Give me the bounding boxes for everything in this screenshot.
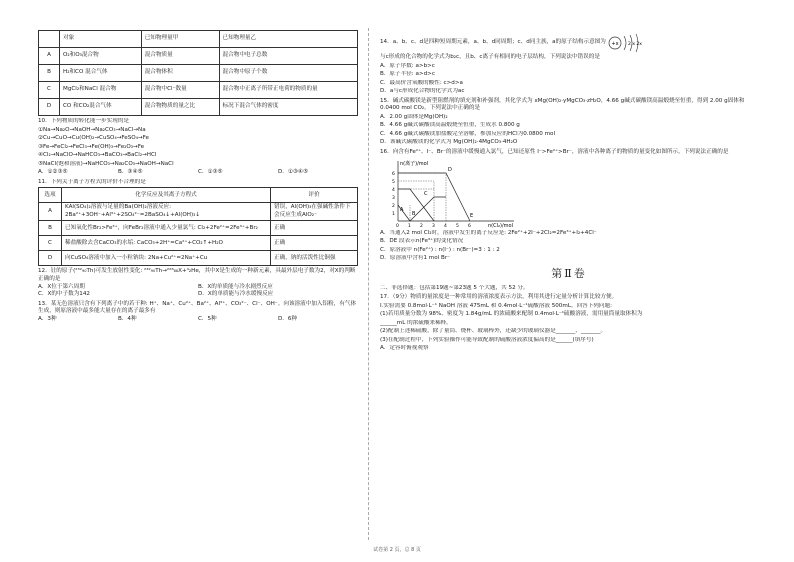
table-row — [39, 251, 358, 266]
question-stem-continued: 与c形成的化合物的化学式为b₂c，且b、c离子有相同的电子层结构，下列说法中错误的是 — [380, 54, 600, 60]
options-row — [38, 169, 358, 177]
question-stem: 13．某无色溶液只含有下列离子中的若干种: H⁺、Na⁺、Cu²⁺、Ba²⁺、Al³⁺、CO₃²⁻、Cl⁻、OH⁻。向该溶液中加入铝粉，有气体生成，则原溶液中最多能大量存在的离子最多有 — [38, 300, 357, 315]
point-label: A — [400, 206, 404, 213]
option-b[interactable]: B．4种 — [118, 315, 137, 322]
table-header-cell: 已知物理量乙 — [219, 31, 357, 48]
table-cell: 混合物物质的量之比 — [141, 99, 219, 116]
table-header-cell: 评价 — [271, 188, 358, 203]
question-stem: 14．a、b、c、d是四种短周期元素，a、b、d同周期；c、d同主族，a的原子结构示意图为 — [380, 39, 606, 46]
table-header-cell — [39, 31, 60, 48]
quantity-table — [38, 30, 358, 116]
reaction-chain: ③Fe→FeCl₂→FeCl₃→Fe(OH)₃→Fe₂O₃→Fe — [38, 143, 145, 150]
y-tick-label: 5 — [392, 179, 395, 185]
question-sub: ______mL 的浓硫酸来稀释。 — [380, 319, 452, 326]
question-14 — [380, 32, 758, 96]
option-a[interactable]: A．X位于第六周期 — [38, 283, 85, 290]
table-header-row — [39, 31, 358, 48]
options-row — [38, 284, 358, 292]
section-title: 第Ⅱ卷 — [551, 266, 587, 280]
option-c[interactable]: C．4.66 g碱式碳酸镁加盐酸完全溶解，参加反应的HCl为0.0800 mol — [380, 130, 556, 137]
point-label: C — [424, 190, 428, 197]
x-tick-label: 3 — [432, 223, 435, 229]
table-header-cell: 已知物理量甲 — [141, 31, 219, 48]
reaction-chain: ⑤NaCl(饱和溶液)→NaHCO₃→Na₂CO₃→NaOH→NaCl — [38, 160, 174, 167]
option-c[interactable]: C．①③⑤ — [198, 169, 223, 176]
question-17 — [380, 294, 758, 353]
options-row — [38, 291, 358, 299]
question-sub: (3)在配制过程中，下列实验操作可能导致配制的硫酸溶液浓度偏高的是______(填序号) — [380, 336, 594, 343]
table-row — [39, 221, 358, 236]
table-cell: A — [39, 48, 60, 65]
table-cell: 混合物中正离子所带正电荷的物质的量 — [219, 82, 357, 99]
point-label: E — [470, 212, 474, 219]
y-tick-label: 1 — [392, 211, 395, 217]
point-label: B — [412, 210, 416, 217]
option-d[interactable]: D．该碱式碳酸镁的化学式为 Mg(OH)₂·4MgCO₃·4H₂O — [380, 139, 518, 146]
y-tick-label: 4 — [392, 187, 395, 193]
table-header-cell: 选项 — [39, 188, 62, 203]
y-tick-label: 6 — [392, 171, 395, 177]
x-tick-label: 6 — [468, 223, 471, 229]
ion-amount-chart — [380, 157, 520, 229]
option-a[interactable]: A．当通入2 mol Cl₂时，溶液中发生的离子反应是: 2Fe²⁺+2I⁻+2Cl₂=2Fe³⁺+I₂+4Cl⁻ — [380, 229, 597, 236]
reaction-chain: ①Na→Na₂O→NaOH→Na₂CO₃→NaCl→Na — [38, 126, 146, 133]
option-a[interactable]: A．3种 — [38, 315, 57, 322]
atom-structure-diagram — [606, 32, 650, 54]
option-a[interactable]: A．①②③⑤ — [38, 169, 68, 176]
page-footer: 试卷第 2 页，总 8 页 — [373, 547, 421, 553]
table-cell: 混合物中电子总数 — [219, 48, 357, 65]
table-cell: 混合物中原子个数 — [219, 65, 357, 82]
option-a[interactable]: A．2.00 g固体是Mg(OH)₂ — [380, 113, 448, 120]
question-stem: 12．钍的原子(²³²₉₀Th)可发生放射性变化: ²³²₉₀Th→²²⁸₈₈X+⁴₂He，其中X是生成的一种新元素，具最外层电子数为2，对X的判断正确的是 — [38, 268, 356, 283]
option-b[interactable]: B．原子半径: a>d>c — [380, 71, 435, 78]
option-a[interactable]: A．原子序数: a>b>c — [380, 62, 435, 69]
table-cell: A — [39, 203, 62, 221]
left-column — [38, 30, 358, 323]
nucleus-label: +x — [611, 41, 619, 47]
curve-b — [398, 189, 434, 221]
table-row — [39, 48, 358, 65]
table-cell: C — [39, 82, 60, 99]
option-b[interactable]: B．③④⑤ — [118, 169, 143, 176]
option-d[interactable]: D．6种 — [278, 315, 298, 322]
question-stem: 11．下列关于离子方程式的评价不合理的是 — [38, 178, 146, 185]
ionic-equation-table — [38, 187, 358, 266]
option-d[interactable]: D．a与c形成化合物的化学式为ac — [380, 88, 465, 95]
table-cell: 稀盐酸除去含CaCO₃的水垢: CaCO₃+2H⁺=Ca²⁺+CO₂↑+H₂O — [62, 236, 271, 251]
x-tick-label: 0 — [396, 223, 399, 229]
question-sub: Ⅰ.实验需要 0.8mol·L⁻¹ NaOH 溶液 475mL 和 0.4mol·L⁻¹硫酸溶液 500mL。回答下列问题: — [380, 302, 612, 309]
table-cell: 已知氧化性Br₂>Fe³⁺，向FeBr₂溶液中通入少量氯气: Cl₂+2Fe²⁺=2Fe³⁺+Br₂ — [62, 221, 271, 236]
table-row — [39, 65, 358, 82]
reaction-chain: ②Cu→CuO→Cu(OH)₂→CuSO₄→FeSO₄→Fe — [38, 135, 149, 142]
table-header-cell: 对象 — [60, 31, 142, 48]
table-cell: B — [39, 65, 60, 82]
table-row — [39, 236, 358, 251]
option-a[interactable]: A．定容时俯视观察 — [380, 345, 429, 352]
shell-arc-1 — [624, 36, 626, 50]
option-d[interactable]: D．原溶液中含有1 mol Br⁻ — [380, 255, 451, 262]
table-cell: D — [39, 251, 62, 266]
shell-electrons: 2 x 2x — [627, 42, 642, 47]
q14-stem-row — [380, 32, 758, 54]
x-tick-label: 1 — [408, 223, 411, 229]
table-cell: O₂和O₃混合物 — [60, 48, 142, 65]
y-tick-label: 3 — [392, 195, 395, 201]
table-cell: 标况下混合气体的密度 — [219, 99, 357, 116]
point-label: D — [448, 166, 452, 173]
curve-c — [410, 197, 446, 221]
option-c[interactable]: C．原溶液中 n(Fe²⁺) : n(I⁻) : n(Br⁻)=3 : 1 : 2 — [380, 246, 500, 253]
x-tick-label: 4 — [444, 223, 447, 229]
options-row — [38, 316, 358, 324]
option-c[interactable]: C．最高价含氧酸的酸性: c>d>a — [380, 79, 463, 86]
table-header-cell: 化学反应及其离子方程式 — [62, 188, 271, 203]
question-11 — [38, 179, 358, 267]
question-stem: 17．（9分）物质的量浓度是一种常用的溶液浓度表示方法，利用其进行定量分析计算比较方便。 — [380, 294, 618, 301]
x-axis-label: n(Cl₂)/mol — [488, 222, 513, 229]
table-cell: 混合物体积 — [141, 65, 219, 82]
table-cell: 向CuSO₄溶液中加入一小粒钠块: 2Na+Cu²⁺=2Na⁺+Cu — [62, 251, 271, 266]
question-13 — [38, 301, 358, 324]
table-cell: CO 和CO₂混合气体 — [60, 99, 142, 116]
table-cell: 混合物质量 — [141, 48, 219, 65]
question-sub: (2)配制上述稀硫酸，除了量筒、烧杯、玻璃棒外，还缺少的玻璃仪器是_______、_______。 — [380, 328, 607, 335]
question-12 — [38, 268, 358, 298]
question-16 — [380, 149, 758, 263]
y-tick-label: 2 — [392, 203, 395, 209]
x-tick-label: 2 — [420, 223, 423, 229]
table-cell: D — [39, 99, 60, 116]
question-15 — [380, 98, 758, 147]
table-header-row — [39, 188, 358, 203]
table-row — [39, 82, 358, 99]
table-cell: MgCl₂和NaCl 混合物 — [60, 82, 142, 99]
x-tick-label: 5 — [456, 223, 459, 229]
question-stem: 15．碱式碳酸镁是新型阻燃剂的填充剂和补强剂，其化学式为 xMg(OH)₂·yMgCO₃·zH₂O，4.66 g碱式碳酸镁高温煅烧至恒重，得到 2.00 g固体和0.0400 mol CO₂，下列说法中正确的是 — [380, 97, 745, 112]
right-column — [380, 30, 758, 354]
table-cell: H₂和CO 混合气体 — [60, 65, 142, 82]
option-d[interactable]: D．X的单质能与冷水缓慢反应 — [198, 291, 274, 298]
reaction-chain: ④Cl₂→NaClO→NaHCO₃→BaCO₃→BaCl₂→HCl — [38, 152, 157, 159]
option-c[interactable]: C．X的中子数为142 — [38, 291, 90, 298]
question-sub: (1)若用质量分数为 98%、密度为 1.84g/mL 的浓硫酸来配制 0.4mol·L⁻¹硫酸溶液，需用量筒量取体积为 — [380, 311, 643, 318]
table-cell: 正确，钠的活泼性比铜强 — [271, 251, 358, 266]
y-axis-label: n(离子)/mol — [400, 160, 429, 167]
section-note: 二、非选择题：包括第19题~第23题 5 个大题，共 52 分。 — [380, 284, 529, 291]
table-row — [39, 203, 358, 221]
table-cell: B — [39, 221, 62, 236]
option-b[interactable]: B．DE 段表示n(Fe³⁺)的变化情况 — [380, 238, 464, 245]
question-stem: 10．下列物质的转化能一步实现的是 — [38, 118, 130, 124]
table-cell: 正确 — [271, 236, 358, 251]
table-cell: 错误，Al(OH)₃在强碱性条件下会反应生成AlO₂⁻ — [271, 203, 358, 221]
option-b[interactable]: B．4.66 g碱式碳酸镁高温煅烧至恒重，生成水 0.800 g — [380, 122, 520, 129]
question-stem: 16．向含有Fe²⁺、I⁻、Br⁻的溶液中缓慢通入氯气，已知还原性 I⁻>Fe²⁺>Br⁻，溶液中各种离子的物质的量变化如图所示，下列说法正确的是 — [380, 149, 729, 156]
question-10 — [38, 118, 358, 177]
option-c[interactable]: C．5种 — [198, 315, 217, 322]
option-b[interactable]: B．X的单质能与冷水剧烈反应 — [198, 283, 273, 290]
option-d[interactable]: D．①③④⑤ — [278, 169, 308, 176]
table-cell: 正确 — [271, 221, 358, 236]
table-cell: C — [39, 236, 62, 251]
table-cell: 混合物中Cl⁻数量 — [141, 82, 219, 99]
table-row — [39, 99, 358, 116]
ion-amount-chart-wrap — [380, 157, 758, 229]
column-divider — [368, 28, 369, 540]
table-cell: KAl(SO₄)₂溶液与足量的Ba(OH)₂溶液反应: 2Ba²⁺+3OH⁻+Al³⁺+2SO₄²⁻=2BaSO₄↓+Al(OH)₃↓ — [62, 203, 271, 221]
